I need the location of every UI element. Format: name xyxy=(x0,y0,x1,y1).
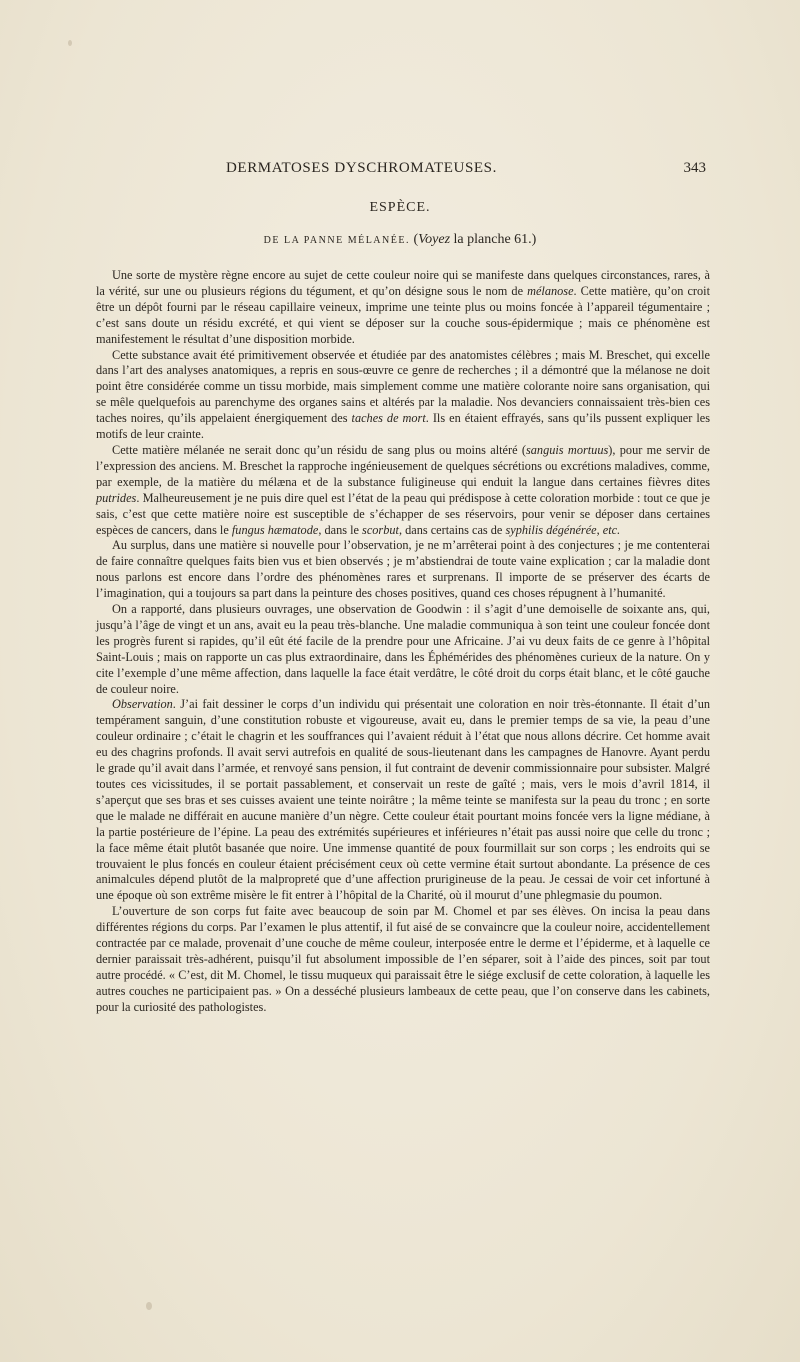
text-run: On a rapporté, dans plusieurs ouvrages, une observation de Goodwin : il s’agit d’une demoiselle de soixante ans, qui, jusqu’à l’âge de vingt et un ans, avait eu la peau très-blanche. Une maladie communiqua à son teint une couleur foncée dont les progrès furent si rapides, qu’il eût été facile de la prendre pour une Africaine. J’ai vu deux faits de ce genre à l’hôpital Saint-Louis ; mais on rapporte un cas plus extraordinaire, dans les Éphémérides des phénomènes curieux de la nature. On y cite l’exemple d’une même affection, dans laquelle la face était verdâtre, le côté droit du corps était blanc, et le côté gauche de couleur noire. xyxy=(96,602,710,696)
section-subtitle xyxy=(0,232,800,248)
italic-text: mélanose xyxy=(527,283,574,298)
text-run: , dans certains cas de xyxy=(398,522,506,537)
paragraph xyxy=(96,602,710,697)
text-run: Une sorte de mystère règne encore au sujet de cette couleur noire qui se manifeste dans quelques circonstances, rares, à la vérité, sur une ou plusieurs régions du tégument, et qu’on désigne sous le nom de xyxy=(96,268,710,298)
text-run: , xyxy=(596,522,603,537)
text-run: . Ils en étaient effrayés, sans qu’ils pussent expliquer les motifs de leur crainte. xyxy=(96,411,710,442)
italic-text: etc. xyxy=(602,522,621,537)
italic-text: syphilis dégénérée xyxy=(505,522,597,537)
paragraph xyxy=(96,904,710,1015)
paragraph xyxy=(96,348,710,443)
text-run: . J’ai fait dessiner le corps d’un individu qui présentait une coloration en noir très-étonnante. Il était d’un tempérament sanguin, d’une constitution robuste et vigoureuse, avait eu, dans le premier temps de sa vie, la peau d’une couleur ordinaire ; c’était le chagrin et les souffrances qui l’avaient réduit à l’état que nous allons décrire. Cet homme avait eu des chagrins profonds. Il avait servi autrefois en qualité de sous-lieutenant dans les campagnes de Hanovre. Ayant perdu le grade qu’il avait dans l’armée, et renvoyé sans pension, il fut contraint de devenir commissionnaire pour subsister. Malgré toutes ces vicissitudes, il se portait passablement, et conservait un reste de gaîté ; mais, vers le mois d’avril 1814, il s’aperçut que ses bras et ses cuisses avaient une teinte noirâtre ; la même teinte se manifesta sur la peau du tronc ; en sorte que le malade ne différait en aucune manière d’un nègre. Cette couleur était pourtant moins foncée vers la ligne médiane, à la partie postérieure de l’épine. La peau des extrémités supérieures et inférieures n’était pas aussi noire que celle du tronc ; la face même était plutôt basanée que noire. Une immense quantité de poux fourmillait sur son corps ; les endroits qui se trouvaient le plus foncés en couleur étaient précisément ceux où cette vermine était surtout abondante. La présence de ces animalcules dépend plutôt de la malpropreté que d’une affection prurigineuse de la peau. Je cessai de voir cet infortuné à une époque où son extrême misère le fit entrer à l’hôpital de la Charité, où il mourut d’une phlegmasie du poumon. xyxy=(96,697,710,903)
subtitle-smallcaps: DE LA PANNE MÉLANÉE. xyxy=(263,235,410,246)
subtitle-ref-italic: Voyez xyxy=(418,232,451,247)
running-head xyxy=(96,160,706,180)
text-run: L’ouverture de son corps fut faite avec beaucoup de soin par M. Chomel et par ses élèves. On incisa la peau dans différentes régions du corps. Par l’examen le plus attentif, il fut aisé de se convaincre que la couleur noire, accidentellement contractée par ce malade, provenait d’une couche de même couleur, interposée entre le derme et l’épiderme, et à laquelle ce dernier paraissait très-adhérent, puisqu’il fut absolument impossible de l’en séparer, soit à l’aide des pinces, soit par tout autre procédé. « C’est, dit M. Chomel, le tissu muqueux qui paraissait être le siége exclusif de cette coloration, à laquelle les autres couches ne participaient pas. » On a desséché plusieurs lambeaux de cette peau, que l’on conserve dans les cabinets, pour la curiosité des pathologistes. xyxy=(96,904,710,1014)
text-run: Cette substance avait été primitivement observée et étudiée par des anatomistes célèbres ; mais M. Breschet, qui excelle dans l’art des analyses anatomiques, a repris en sous-œuvre ce genre de recherches ; il a démontré que la mélanose ne doit point être considérée comme un tissu morbide, mais simplement comme une matière colorante noire sans organisation, qui se mêle quelquefois au parenchyme des organes sains et altérés par la maladie. Nos devanciers connaissaient très-bien ces taches noires, qu’ils appelaient énergiquement des xyxy=(96,347,710,426)
text-run: Cette matière mélanée ne serait donc qu’un résidu de sang plus ou moins altéré ( xyxy=(112,442,526,457)
italic-text: scorbut xyxy=(362,522,399,537)
subtitle-ref-rest: la planche 61.) xyxy=(450,232,537,247)
text-run: . Cette matière, qu’on croit être un dépôt fourni par le réseau capillaire veineux, imprime une teinte plus ou moins foncée à l’appareil tégumentaire ; c’est sans doute un résidu excrété, et qui vient se déposer sur la couche sous-épidermique ; mais ce phénomène est manifestement le résultat d’une disposition morbide. xyxy=(96,283,710,346)
text-run: . Malheureusement je ne puis dire quel est l’état de la peau qui prédispose à cette coloration morbide : tout ce que je sais, c’est que cette matière noire est susceptible de s’échapper de ses réservoirs, pour venir se déposer dans certaines espèces de cancers, dans le xyxy=(96,490,710,537)
paper-stain xyxy=(68,40,72,46)
section-title: ESPÈCE. xyxy=(369,200,431,215)
page-number: 343 xyxy=(683,160,706,176)
paragraph xyxy=(96,268,710,348)
text-run: , dans le xyxy=(318,522,363,537)
body-text xyxy=(96,268,710,1016)
text-run: Au surplus, dans une matière si nouvelle pour l’observation, je ne m’arrêterai point à des conjectures ; je me contenterai de faire connaître quelques faits bien vus et bien observés ; je m’abstiendrai de toute vaine explication ; car la maladie dont nous parlons est encore dans l’ordre des phénomènes rares et surprenans. Il importe de se préserver des écarts de l’imagination, qui a toujours sa part dans la peinture des choses positives, quand ces choses répugnent à l’humanité. xyxy=(96,538,710,601)
paragraph xyxy=(96,538,710,602)
italic-text: putrides xyxy=(96,490,137,505)
paper-stain xyxy=(146,1302,152,1310)
italic-text: fungus hæmatode xyxy=(231,522,319,537)
running-title: DERMATOSES DYSCHROMATEUSES. xyxy=(226,160,497,176)
italic-text: Observation xyxy=(112,697,173,712)
italic-text: taches de mort xyxy=(351,411,426,426)
subtitle-ref-open: ( xyxy=(409,232,419,247)
text-run: ), pour me servir de l’expression des anciens. M. Breschet la rapproche ingénieusement de quelques sécrétions ou excrétions maladives, comme, par exemple, de la matière du mélæna et de la substance fuligineuse qui enduit la langue dans certaines fièvres dites xyxy=(96,442,710,489)
paragraph xyxy=(96,443,710,538)
paragraph xyxy=(96,697,710,904)
italic-text: sanguis mortuus xyxy=(526,442,609,457)
